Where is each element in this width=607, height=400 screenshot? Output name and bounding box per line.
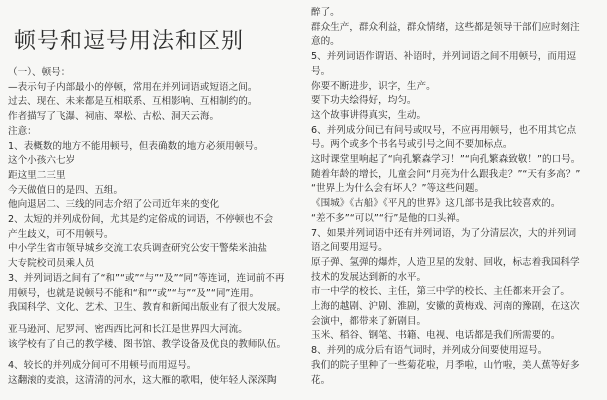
text-line: 亚马逊河、尼罗河、密西西比河和长江是世界四大河流。 (8, 323, 248, 335)
text-line: （一）、顿号： (8, 67, 71, 78)
text-line: 醉了。 (311, 7, 340, 18)
text-line: 这时课堂里响起了“向孔繁森学习！”“向孔繁森致敬！”的口号。 (311, 154, 581, 166)
text-line: 3、并列词语之间有了“和”“或”“与”“及”“同”等连词，连词前不再 (8, 272, 285, 284)
text-line: 产生歧义，可不用顿号。 (8, 228, 114, 240)
text-line: 7、如果并列词语中还有并列词语，为了分清层次，大的并列词 (311, 227, 577, 239)
text-line: 我们的院子里种了一些菊花啦，月季啦，山竹啦，美人蕉等好多 (311, 359, 580, 371)
text-line: 5、并列词语作谓语、补语时，并列词语之间不用顿号，而用逗 (311, 51, 577, 63)
text-line: “世界上为什么会有坏人？”等这些问题。 (311, 183, 485, 195)
text-line: 2、太短的并列成份间，尤其是约定俗成的词语，不停顿也不会 (8, 214, 274, 226)
text-line: 原子弹、氢弹的爆炸，人造卫星的发射、回收，标志着我国科学 (311, 256, 580, 268)
left-column (8, 66, 305, 389)
text-line: 玉米、稻谷、钢笔、书籍、电视、电话都是我们所需要的。 (311, 330, 561, 342)
text-line: 技术的发展达到新的水平。 (311, 271, 427, 283)
text-line: 今天做值日的是四、五组。 (8, 184, 124, 196)
text-line: 花。 (311, 374, 331, 386)
text-line: 《围城》《古船》《平凡的世界》这几部书是我比较喜欢的。 (311, 198, 561, 210)
text-line: 上海的越剧、沪剧、淮剧，安徽的黄梅戏、河南的豫剧，在这次 (311, 301, 580, 313)
text-line: —表示句子内部最小的停顿，常用在并列词语或短语之间。 (8, 81, 258, 93)
text-line: 会演中，都带来了新剧目。 (311, 315, 427, 327)
text-line: 语之间要用逗号。 (311, 242, 388, 254)
paragraph-gap (8, 352, 305, 359)
text-line: 群众生产，群众利益，群众情绪，这些都是领导干部们应时刻注 (311, 21, 580, 33)
text-line: 这翻滚的麦浪，这清清的河水，这大雁的歌唱，使年轻人深深陶 (8, 375, 277, 387)
text-line: 这个故事讲得真实，生动。 (311, 109, 427, 121)
text-line: 用顿号，也就是说顿号不能和“和”“或”“与”“及”“同”连用。 (8, 287, 260, 299)
paragraph-gap (8, 316, 305, 323)
text-line: 4、较长的并列成分间可不用顿号而用逗号。 (8, 360, 197, 372)
text-line: 6、并列成分间已有问号或叹号，不应再用顿号，也不用其它点 (311, 124, 577, 136)
text-line: 号。两个或多个书名号或引号之间不要加标点。 (311, 139, 513, 151)
text-line: 大专院校司员乘人员 (8, 258, 95, 270)
text-line: 作者描写了飞瀑、祠庙、翠松、古松、洞天云海。 (8, 111, 220, 123)
text-line: 随着年龄的增长，儿童会问“月亮为什么跟我走？”“天有多高？” (311, 168, 581, 180)
text-line: 1、表概数的地方不能用顿号，但表确数的地方必须用顿号。 (8, 140, 264, 152)
text-line: 这个小孩六七岁 (8, 155, 76, 167)
text-line: 8、并列的成分后有语气词时，并列成分间要使用逗号。 (311, 345, 548, 357)
right-column (311, 6, 603, 388)
text-line: 中小学生省市领导城乡交流工农兵调查研究公安干警柴米油盐 (8, 243, 268, 255)
text-line: 意的。 (311, 36, 340, 48)
text-line: 距这里二三里 (8, 169, 66, 181)
text-line: 要下功夫绘得好，均匀。 (311, 95, 417, 107)
text-line: 他向退居二、三线的同志介绍了公司近年来的变化 (8, 199, 220, 211)
text-line: 市一中学的校长、主任，第三中学的校长、主任都来开会了。 (311, 286, 571, 298)
document-title: 顿号和逗号用法和区别 (14, 29, 245, 54)
text-line: 该学校有了自己的教学楼、图书馆、教学设备及优良的教师队伍。 (8, 338, 287, 350)
text-line: “差不多”“可以”“行”是他的口头禅。 (311, 212, 466, 224)
text-line: 你要不断进步，识字，生产。 (311, 80, 436, 92)
text-line: 过去、现在、未来都是互相联系、互相影响、互相制约的。 (8, 96, 258, 108)
text-line: 注意： (8, 125, 37, 137)
text-line: 我国科学、文化、艺术、卫生、教育和新闻出版业有了很大发展。 (8, 302, 287, 314)
text-line: 号。 (311, 65, 331, 77)
